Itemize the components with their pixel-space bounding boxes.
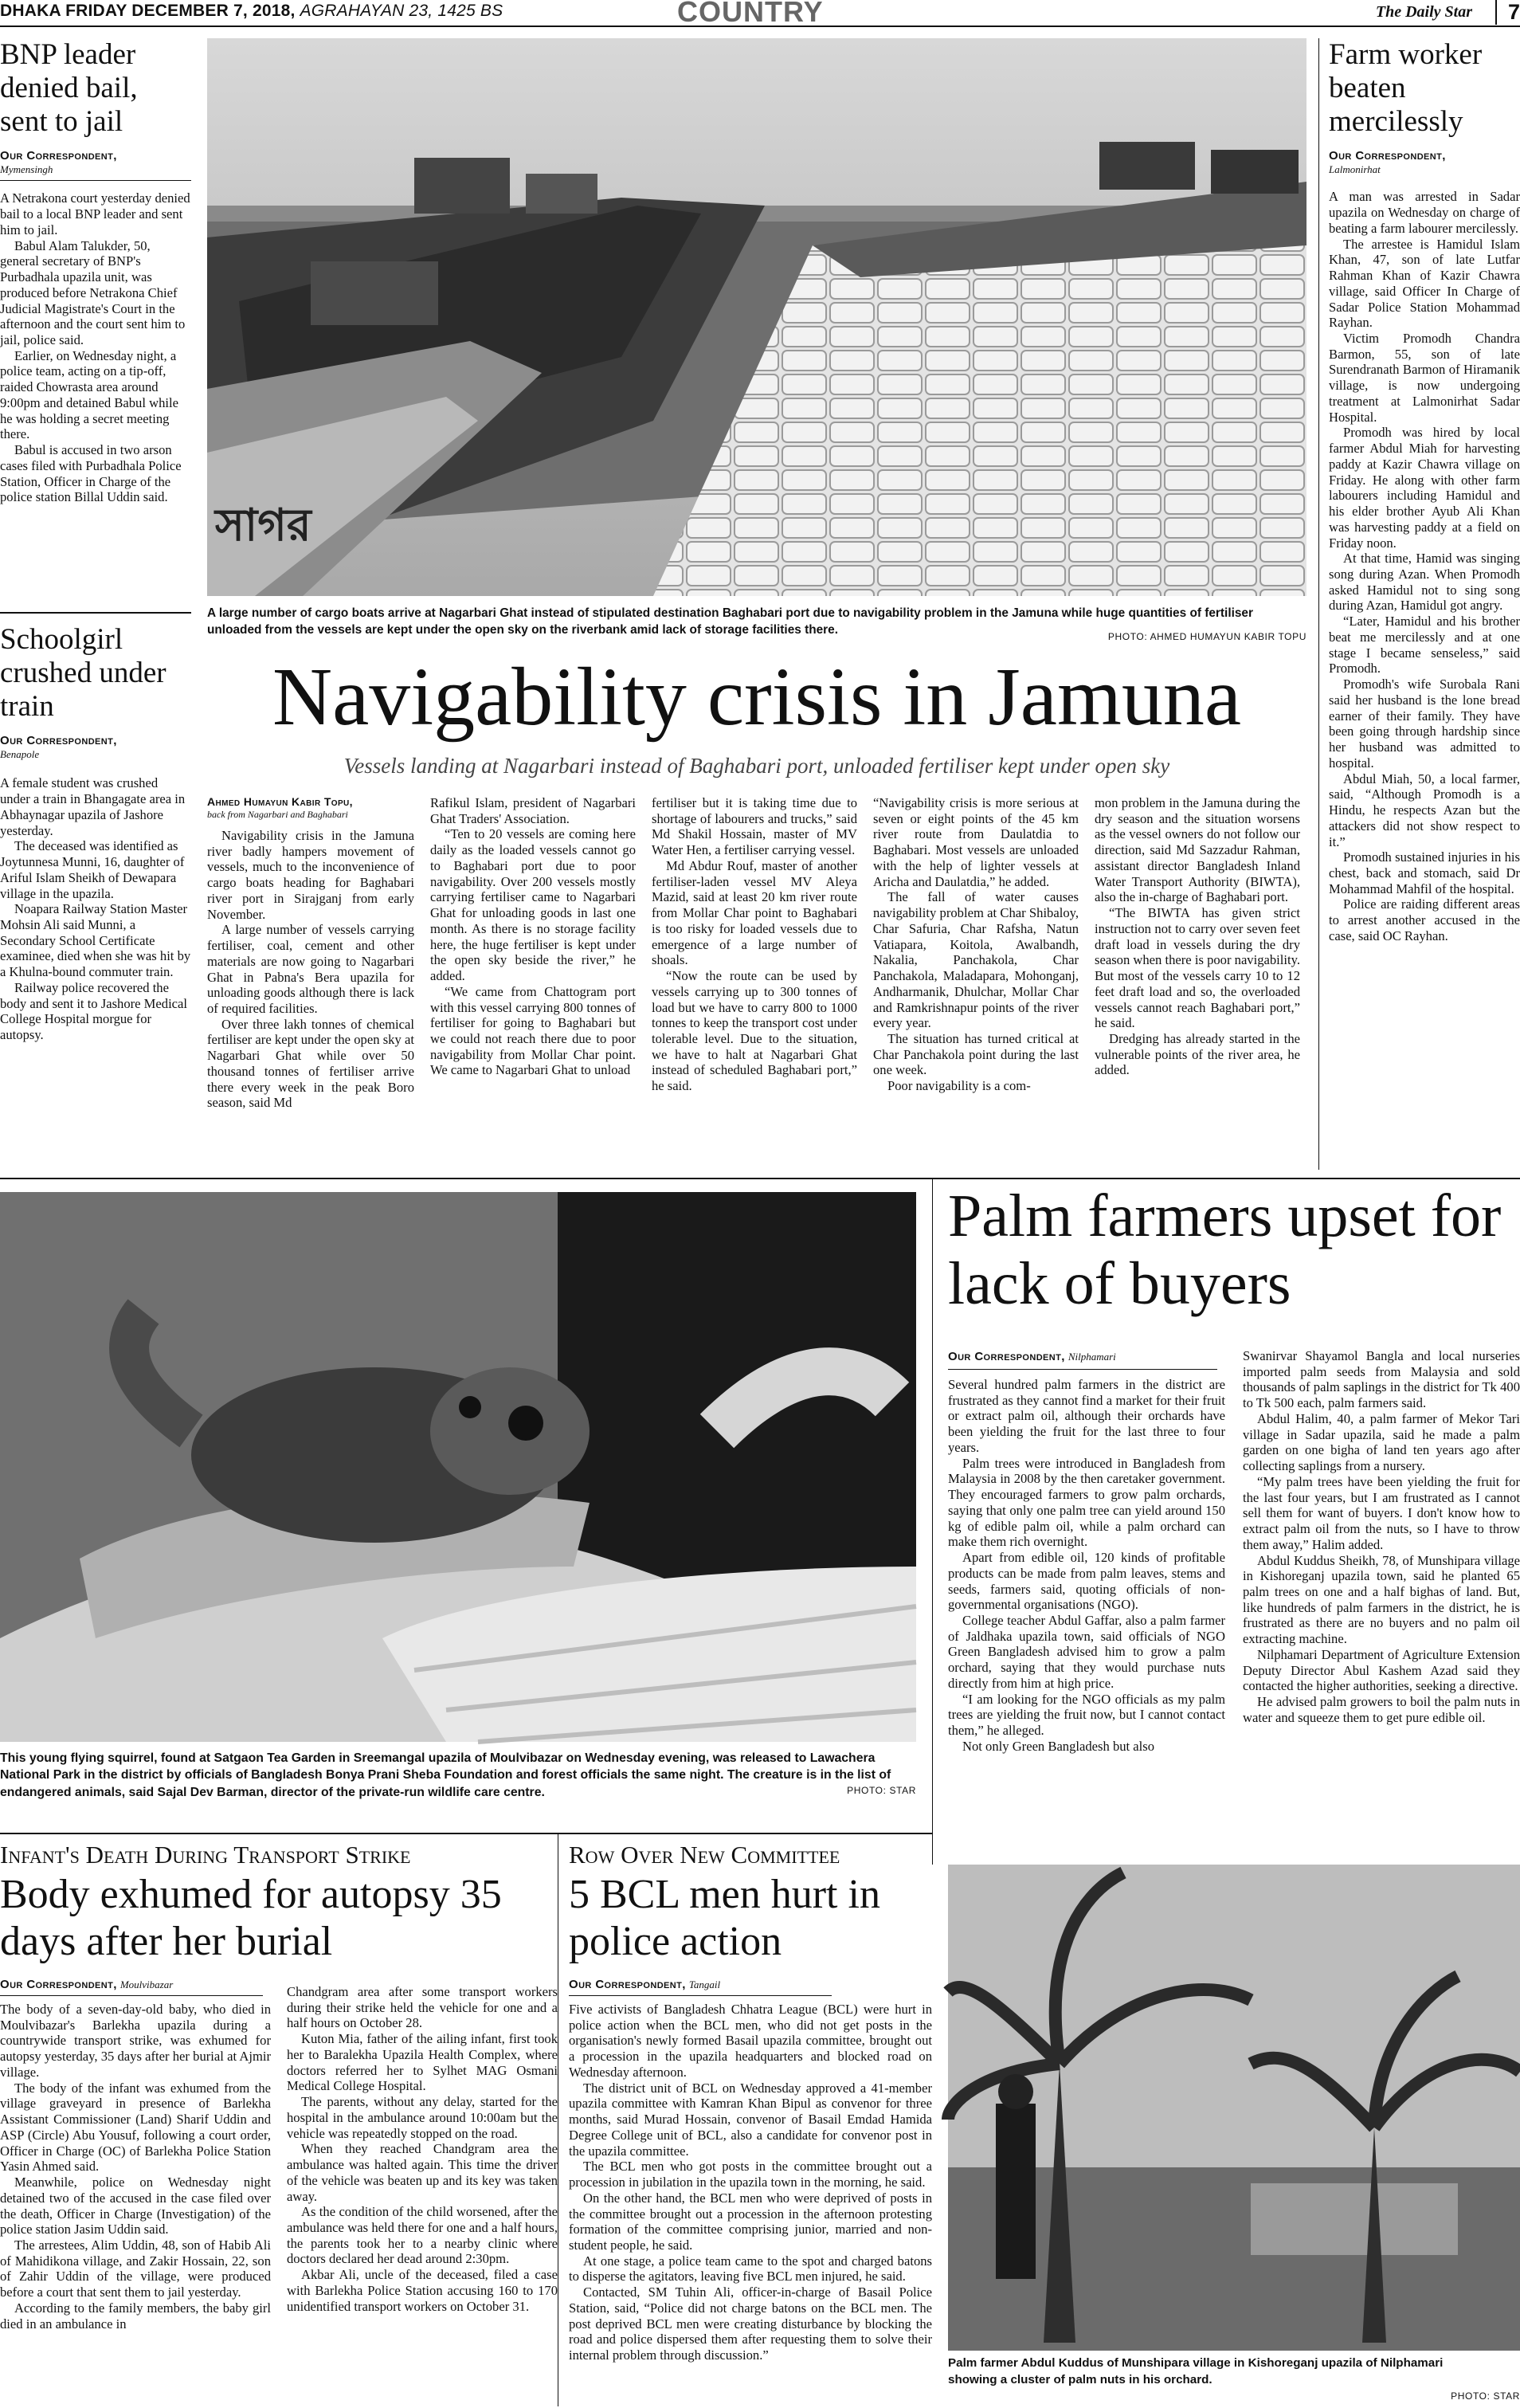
paragraph: The arrestee is Hamidul Islam Khan, 47, son of late Lutfar Rahman Khan of Kazir Chawra village, said Officer In Charge of Sadar Police Station Mohammad Rayhan. — [1329, 236, 1520, 331]
paragraph: Promodh sustained injuries in his chest, back and stomach, said Dr Mohammad Mahfil of the hospital. — [1329, 849, 1520, 896]
infant-headline: Body exhumed for autopsy 35 days after her burial — [0, 1872, 502, 1965]
schoolgirl-byline: Our Correspondent, — [0, 734, 117, 748]
paragraph: At that time, Hamid was singing song during Azan. When Promodh asked Hamidul not to sing song during Azan, Hamidul got angry. — [1329, 551, 1520, 614]
paragraph: Palm trees were introduced in Bangladesh from Malaysia in 2008 by the then caretaker government. They encouraged farmers to grow palm orchards, saying that only one palm tree can yield around 150 kg of edible palm oil, while a palm orchard can make them rich overnight. — [948, 1455, 1225, 1550]
farm-headline: Farm worker beaten mercilessly — [1329, 38, 1483, 138]
paragraph: “We came from Chattogram port with this vessel carrying 800 tonnes of fertiliser for going to Baghabari but we could not reach there due to poor navigability from Mollar Char point. We came to Nagarbari Ghat to unload — [430, 983, 636, 1078]
photo-illustration — [948, 1865, 1520, 2351]
masthead: The Daily Star — [1375, 3, 1472, 21]
paragraph: Victim Promodh Chandra Barmon, 55, son of late Surendranath Barmon of Hiramanik village, is now undergoing treatment at Lalmonirhat Sadar Hospital. — [1329, 331, 1520, 425]
palm-photo-caption: Palm farmer Abdul Kuddus of Munshipara village in Kishoreganj upazila of Nilphamari showing a cluster of palm nuts in his orchard. — [948, 2356, 1444, 2386]
paragraph: He advised palm growers to boil the palm nuts in water and squeeze them to get pure edible oil. — [1243, 1694, 1520, 1725]
paragraph: fertiliser but it is taking time due to shortage of labourers and trucks,” said Md Shakil Hossain, master of MV Water Hen, a fertiliser carrying vessel. — [652, 795, 857, 858]
bnp-body — [0, 190, 191, 505]
bnp-byline: Our Correspondent, — [0, 149, 117, 163]
lead-column — [207, 795, 414, 1111]
bnp-headline: BNP leader denied bail, sent to jail — [0, 38, 138, 138]
paragraph: Promodh's wife Surobala Rani said her husband is the lone bread earner of their family. They have been going through hardship since her husband was admitted to hospital. — [1329, 677, 1520, 771]
paragraph: The arrestees, Alim Uddin, 48, son of Habib Ali of Mahidikona village, and Zakir Hossain, 22, son of Zahir Uddin of the village, were produced before a court that sent them to jail yesterday. — [0, 2237, 271, 2300]
page-number: 7 — [1495, 0, 1520, 25]
paragraph: mon problem in the Jamuna during the dry season and the situation worsens as the vessel owners do not follow our direction, said Md Sazzadur Rahman, assistant director Bangladesh Inland Water Transport Authority (BIWTA), also the in-charge of Baghabari port. — [1095, 795, 1300, 905]
lead-caption: A large number of cargo boats arrive at Nagarbari Ghat instead of stipulated destination Baghabari port due to navigability problem in the Jamuna while huge quantities of fertiliser unloaded from the vessels are kept under the open sky on the riverbank amid lack of storage facilities there. — [207, 606, 1253, 637]
lead-byline: Ahmed Humayun Kabir Topu, — [207, 795, 353, 808]
paragraph: Apart from edible oil, 120 kinds of profitable products can be made from palm leaves, stems and seeds, farmers said, quoting officials of non-governmental organisations (NGO). — [948, 1550, 1225, 1613]
farm-body — [1329, 189, 1520, 943]
squirrel-caption: This young flying squirrel, found at Satgaon Tea Garden in Sreemangal upazila of Moulvibazar on Wednesday evening, was released to Lawachera National Park in the district by officials of Bangladesh Bonya Prani Sheba Foundation and forest officials the same night. The creature is in the list of endangered animals, said Sajal Dev Barman, director of the private-run wildlife care centre. — [0, 1751, 891, 1799]
paragraph: Navigability crisis in the Jamuna river badly hampers movement of vessels, much to the inconvenience of cargo boats heading for Baghabari river port in Sirajganj from early November. — [207, 827, 414, 922]
paragraph: Swanirvar Shayamol Bangla and local nurseries imported palm seeds from Malaysia and sold thousands of palm saplings in the district for Tk 400 to Tk 500 each, palm farmers said. — [1243, 1348, 1520, 1411]
bcl-body — [569, 2002, 932, 2406]
paragraph: “Now the route can be used by vessels carrying up to 300 tonnes of load but we have to carry 800 to 1000 tonnes to keep the transport cost under tolerable level. Due to the situation, we have to halt at Nagarbari Ghat instead of scheduled Baghabari port,” he said. — [652, 968, 857, 1094]
dateline: DHAKA FRIDAY DECEMBER 7, 2018, AGRAHAYAN 23, 1425 BS — [0, 2, 503, 20]
paragraph: “My palm trees have been yielding the fruit for the last four years, but I am frustrated as I cannot sell them for want of buyers. I don't know how to extract palm oil from the nuts, so I have to throw them away,” Halim added. — [1243, 1473, 1520, 1552]
paragraph: Railway police recovered the body and sent it to Jashore Medical College Hospital morgue for autopsy. — [0, 979, 188, 1043]
paragraph: “Later, Hamidul and his brother beat me mercilessly and at one stage I became senseless,” said Promodh. — [1329, 614, 1520, 677]
palm-column — [948, 1377, 1225, 1755]
palm-place: Nilphamari — [1068, 1351, 1116, 1363]
paragraph: Noapara Railway Station Master Mohsin Ali said Munni, a Secondary School Certificate examinee, died when she was hit by a Khulna-bound commuter train. — [0, 901, 191, 980]
paragraph: “Navigability crisis is more serious at seven or eight points of the 45 km river route from Daulatdia to Baghabari. Most vessels are unloaded with the help of lighter vessels at Aricha and Daulatdia,” he added. — [873, 795, 1079, 889]
lead-body — [207, 795, 1306, 1170]
palm-farmer-photo — [948, 1865, 1520, 2351]
paragraph: Abdul Miah, 50, a local farmer, said, “Although Promodh is a Hindu, he respects Azan but the attackers did not show respect to it.” — [1329, 771, 1520, 849]
paragraph: The body of a seven-day-old baby, who died in Moulvibazar's Barlekha upazila during a countrywide transport strike, was exhumed for autopsy yesterday, 35 days after her burial at Ajmir village. — [0, 2002, 271, 2080]
paragraph: Abdul Halim, 40, a palm farmer of Mekor Tari village in Sadar upazila, said he made a palm garden on one bigha of land ten years ago after collecting saplings from a nursery. — [1243, 1410, 1520, 1474]
paragraph: Chandgram area after some transport workers during their strike held the vehicle for one and a half hours on October 28. — [287, 1984, 558, 2031]
infant-kicker: Infant's Death During Transport Strike — [0, 1841, 411, 1869]
paragraph: College teacher Abdul Gaffar, also a palm farmer of Jaldhaka upazila town, said officials of NGO Green Bangladesh advised him to grow a palm orchard, saying that they would purchase nuts directly from him at high price. — [948, 1613, 1225, 1691]
paragraph: Promodh was hired by local farmer Abdul Miah for harvesting paddy at Kazir Chawra village on Friday. He along with other farm labourers including Hamidul and his elder brother Ayub Ali Khan was harvesting paddy at a field on Friday noon. — [1329, 425, 1520, 551]
farm-story — [1329, 38, 1520, 944]
palm-photo-credit: PHOTO: STAR — [1451, 2390, 1520, 2402]
bnp-place: Mymensingh — [0, 163, 53, 176]
paragraph: Earlier, on Wednesday night, a police team, acting on a tip-off, raided Chowrasta area around 9:00pm and detained Babul while he was holding a secret meeting there. — [0, 347, 178, 442]
paragraph: When they reached Chandgram area the ambulance was halted again. This time the driver of the vehicle was beaten up and its key was taken away. — [287, 2141, 558, 2204]
schoolgirl-headline: Schoolgirl crushed under train — [0, 623, 166, 723]
bcl-place: Tangail — [688, 1979, 721, 1990]
schoolgirl-story — [0, 623, 191, 1043]
paragraph: The district unit of BCL on Wednesday approved a 41-member upazila committee with Kamran Khan Bipul as convenor for three months, said Murad Hossain, convenor of Basail Emdad Hamida Degree College unit of BCL, also a candidate for convenor post in the upazila committee. — [569, 2080, 932, 2159]
paragraph: Dredging has already started in the vulnerable points of the river area, he added. — [1095, 1031, 1300, 1078]
paragraph: Md Abdur Rouf, master of another fertiliser-laden vessel MV Aleya Mazid, said at least 20 km river route from Mollar Char point to Baghabari is too risky for loaded vessels due to emergence of a large number of shoals. — [652, 857, 857, 968]
palm-headline: Palm farmers upset for lack of buyers — [948, 1182, 1502, 1318]
lead-column — [430, 795, 636, 1111]
paragraph: Babul is accused in two arson cases filed with Purbadhala Police Station, Officer in Charge of the police station Billal Uddin said. — [0, 442, 182, 505]
farm-byline: Our Correspondent, — [1329, 149, 1446, 163]
bcl-headline: 5 BCL men hurt in police action — [569, 1872, 880, 1965]
lead-place: back from Nagarbari and Baghabari — [207, 808, 348, 820]
paragraph: The parents, without any delay, started for the hospital in the ambulance around 10:00am but the vehicle was repeatedly stopped on the road. — [287, 2094, 558, 2141]
page-header — [0, 0, 1520, 27]
paragraph: Poor navigability is a com- — [887, 1078, 1031, 1094]
paragraph: “The BIWTA has given strict instruction not to carry over seven feet draft load in vessels during the dry season when there is poor navigability. But most of the vessels carry 10 to 12 feet draft load and so, the overloaded vessels cannot reach Baghabari port,” he said. — [1095, 905, 1300, 1031]
paragraph: Over three lakh tonnes of chemical fertiliser are kept under the open sky at Nagarbari Ghat while over 50 thousand tonnes of fertiliser arrive there every week in the peak Boro season, said Md — [207, 1016, 414, 1111]
paragraph: “I am looking for the NGO officials as my palm trees are yielding the fruit now, but I cannot contact them,” he alleged. — [948, 1691, 1225, 1739]
paragraph: Abdul Kuddus Sheikh, 78, of Munshipara village in Kishoreganj upazila town, said he planted 65 palm trees on one and a half bighas of land. But, like hundreds of palm farmers in the district, he is frustrated as there are no buyers and no palm oil extracting machine. — [1243, 1552, 1520, 1647]
paragraph: Contacted, SM Tuhin Ali, officer-in-charge of Basail Police Station, said, “Police did not charge batons on the BCL men. The post deprived BCL men were creating disturbance by blocking the road and police dispersed them after requesting them to solve their internal problem through discussion.” — [569, 2284, 932, 2363]
paragraph: The body of the infant was exhumed from the village graveyard in presence of Barlekha Assistant Commissioner (Land) Sharif Uddin and ASP (Circle) Abu Yousuf, following a court order, Officer in Charge (OC) of Barlekha Police Station Yasin Ahmed said. — [0, 2080, 271, 2175]
schoolgirl-place: Benapole — [0, 748, 40, 761]
paragraph: A large number of vessels carrying fertiliser, coal, cement and other materials are now going to Nagarbari Ghat in Pabna's Bera upazila for unloading goods although there is lack of required facilities. — [207, 922, 414, 1016]
paragraph: A female student was crushed under a train in Bhangagate area in Abhaynagar upazila of Jashore yesterday. — [0, 775, 186, 838]
photo-illustration — [207, 38, 1306, 596]
infant-column — [287, 1984, 558, 2406]
paragraph: Akbar Ali, uncle of the deceased, filed a case with Barlekha Police Station accusing 160 to 170 unidentified transport workers on October 31. — [287, 2267, 558, 2314]
paragraph: “Ten to 20 vessels are coming here daily as the loaded vessels cannot go to Baghabari port due to poor navigability. Over 200 vessels mostly carrying fertiliser came to Nagarbari Ghat for unloading goods in last one month. As there is no storage facility here, the huge fertiliser is kept under the open sky beside the river,” he added. — [430, 826, 636, 984]
schoolgirl-body — [0, 775, 191, 1042]
lead-column — [1095, 795, 1300, 1111]
paragraph: At one stage, a police team came to the spot and charged batons to disperse the agitators, leaving five BCL men injured, he said. — [569, 2253, 932, 2284]
paragraph: As the condition of the child worsened, after the ambulance was held there for one and a half hours, the parents took her to a nearby clinic where doctors declared her dead around 2:30pm. — [287, 2204, 558, 2267]
farm-place: Lalmonirhat — [1329, 163, 1381, 176]
paragraph: Babul Alam Talukder, 50, general secretary of BNP's Purbadhala upazila unit, was produced before Netrakona Chief Judicial Magistrate's Court in the afternoon and the court sent him to jail, police said. — [0, 237, 186, 347]
paragraph: Five activists of Bangladesh Chhatra League (BCL) were hurt in police action when the BCL men, who did not get posts in the organisation's newly formed Basail upazila committee, brought out a procession in the upazila headquarters and blocked road on Wednesday afternoon. — [569, 2002, 932, 2080]
bcl-byline-row — [569, 1978, 932, 1992]
infant-place: Moulvibazar — [119, 1979, 174, 1990]
paragraph: A man was arrested in Sadar upazila on Wednesday on charge of beating a farm labourer mercilessly. — [1329, 189, 1520, 236]
bcl-kicker: Row Over New Committee — [569, 1841, 840, 1869]
paragraph: The fall of water causes navigability problem at Char Shibaloy, Char Safuria, Char Rafsha, Natun Vatiapara, Koitola, Awalbandh, Nakalia, Panchakola, Char Panchakola, Maladapara, Mohonganj, Andharmanik, Dhulchar, Mollar Char and Ramkrishnapur points of the river every year. — [873, 889, 1079, 1031]
palm-column — [1243, 1348, 1520, 1755]
paragraph: Nilphamari Department of Agriculture Extension Deputy Director Abul Kashem Azad said they contacted the higher authorities, seeking a directive. — [1243, 1646, 1520, 1694]
lead-column — [652, 795, 857, 1111]
section-title: COUNTRY — [677, 0, 824, 28]
paragraph: The situation has turned critical at Char Panchakola point during the last one week. — [873, 1031, 1079, 1078]
squirrel-photo-credit: PHOTO: STAR — [847, 1785, 916, 1796]
lead-column — [873, 795, 1079, 1111]
paragraph: On the other hand, the BCL men who were deprived of posts in the committee brought out a procession in the afternoon protesting formation of the committee comprising junior, married and non-student people, he said. — [569, 2190, 932, 2253]
paragraph: Rafikul Islam, president of Nagarbari Ghat Traders' Association. — [430, 795, 636, 826]
infant-byline: Our Correspondent, — [0, 1978, 117, 1991]
photo-illustration — [0, 1192, 916, 1742]
paragraph: Not only Green Bangladesh but also — [962, 1738, 1155, 1754]
boat-lettering: সাগর — [215, 500, 311, 551]
paragraph: A Netrakona court yesterday denied bail to a local BNP leader and sent him to jail. — [0, 190, 190, 237]
paragraph: Kuton Mia, father of the ailing infant, first took her to Baralekha Upazila Health Complex, where doctors referred her to Sylhet MAG Osmani Medical College Hospital. — [287, 2031, 558, 2094]
flying-squirrel-photo — [0, 1192, 916, 1742]
bnp-story — [0, 38, 191, 505]
paragraph: The deceased was identified as Joytunnesa Munni, 16, daughter of Ariful Islam Sheikh of Dewapara village in the upazila. — [0, 838, 185, 901]
paragraph: Meanwhile, police on Wednesday night detained two of the accused in the case filed over the death, Officer in Charge (Investigation) of the police station Jasim Uddin said. — [0, 2175, 271, 2237]
infant-column — [0, 2002, 271, 2406]
lead-photo-credit: PHOTO: AHMED HUMAYUN KABIR TOPU — [1107, 631, 1306, 642]
paragraph: The BCL men who got posts in the committee brought out a procession in jubilation in the upazila town in the morning, he said. — [569, 2159, 932, 2190]
lead-deck: Vessels landing at Nagarbari instead of Baghabari port, unloaded fertiliser kept under open sky — [343, 754, 1170, 778]
bcl-byline: Our Correspondent, — [569, 1978, 686, 1991]
paragraph: Police are raiding different areas to arrest another accused in the case, said OC Rayhan. — [1329, 896, 1520, 943]
lead-headline: Navigability crisis in Jamuna — [272, 651, 1241, 743]
paragraph: According to the family members, the baby girl died in an ambulance in — [0, 2300, 271, 2332]
paragraph: Several hundred palm farmers in the district are frustrated as they cannot find a market for their fruit or extract palm oil, although their orchards have been yielding the fruit for the last three to four years. — [948, 1377, 1225, 1455]
palm-byline: Our Correspondent, — [948, 1350, 1065, 1363]
cargo-boats-photo — [207, 38, 1306, 596]
